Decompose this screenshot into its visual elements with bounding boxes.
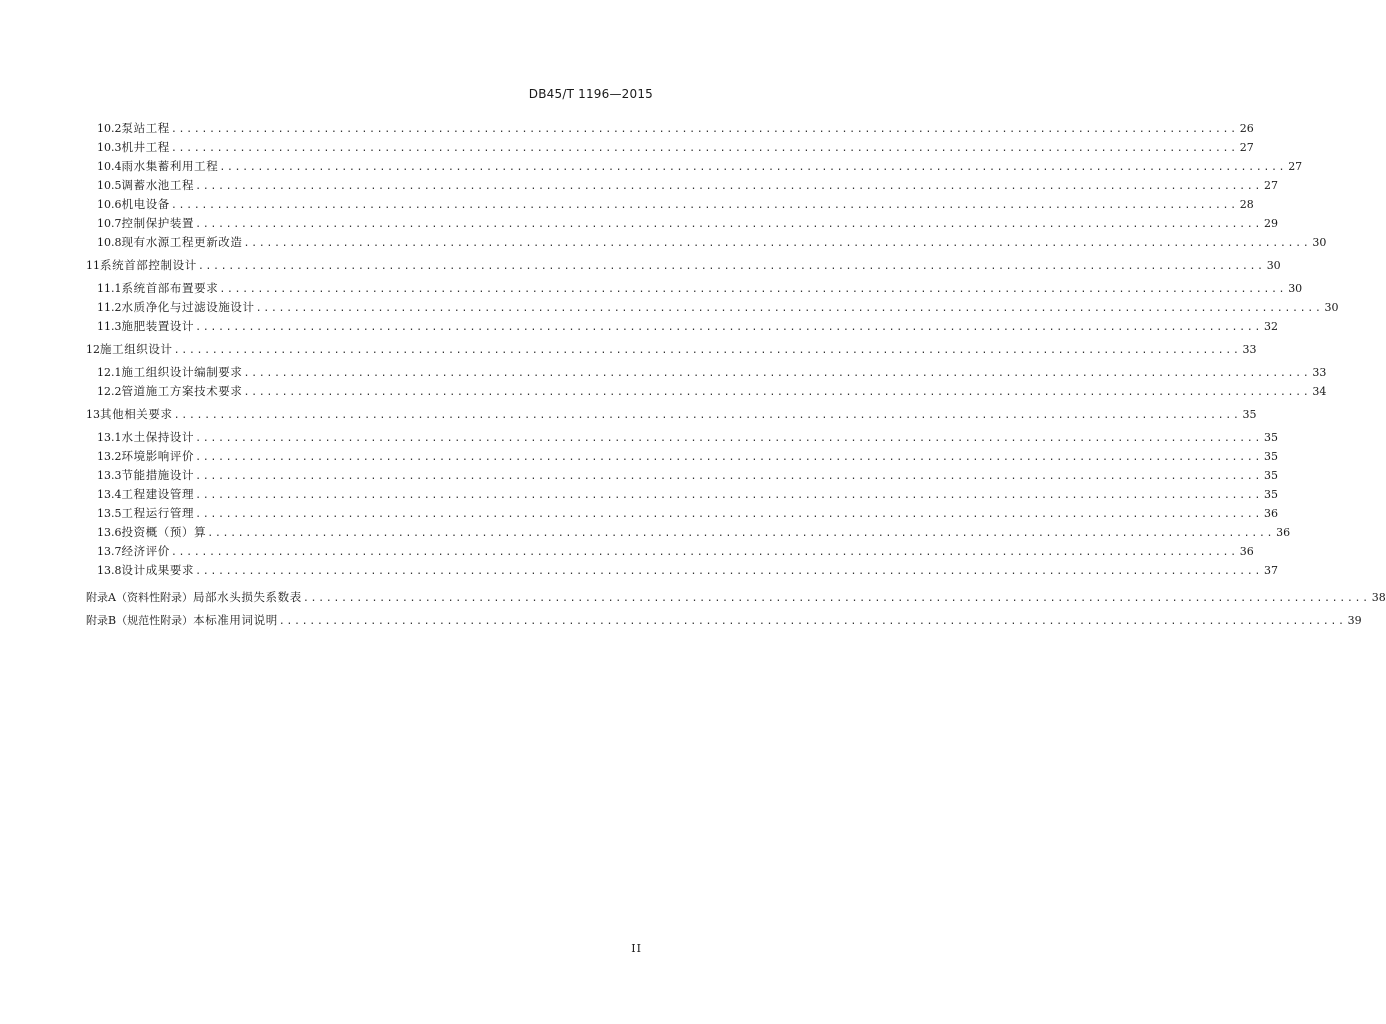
- toc-entry-page: 28: [1239, 198, 1254, 211]
- toc-entry: [97, 467, 1278, 487]
- toc-entry: [97, 280, 1303, 300]
- toc-entry-number: 12: [86, 343, 100, 356]
- toc-dot-leader: ............................................................................................................................................: [170, 143, 1238, 154]
- toc-entry-title: 雨水集蓄利用工程: [121, 159, 219, 173]
- toc-entry-page: 30: [1266, 259, 1281, 272]
- toc-entry-number: 11.2: [97, 301, 122, 314]
- toc-entry-number: 12.1: [97, 366, 122, 379]
- toc-entry-number: 12.2: [97, 385, 122, 398]
- toc-entry-page: 29: [1263, 217, 1278, 230]
- toc-entry-title: 水质净化与过滤设施设计: [121, 300, 255, 314]
- toc-dot-leader: ............................................................................................................................................: [243, 387, 1311, 398]
- toc-entry-title: 泵站工程: [121, 121, 170, 135]
- toc-entry-number: 10.4: [97, 160, 122, 173]
- document-code: DB45/T 1196—2015: [528, 87, 653, 101]
- toc-dot-leader: ............................................................................................................................................: [219, 284, 1287, 295]
- toc-entry-page: 30: [1324, 301, 1339, 314]
- toc-entry-title: 经济评价: [121, 544, 170, 558]
- toc-dot-leader: ............................................................................................................................................: [195, 322, 1262, 333]
- toc-entry-page: 30: [1288, 282, 1303, 295]
- toc-entry: [86, 406, 1257, 426]
- toc-entry: [97, 448, 1278, 468]
- toc-entry: [97, 196, 1254, 216]
- toc-entry-title: 管道施工方案技术要求: [121, 384, 243, 398]
- toc-dot-leader: ............................................................................................................................................: [173, 345, 1241, 356]
- toc-entry-number: 13.2: [97, 450, 122, 463]
- toc-entry: [97, 177, 1278, 197]
- toc-entry-page: 35: [1263, 469, 1278, 482]
- toc-dot-leader: ............................................................................................................................................: [195, 181, 1262, 192]
- toc-entry-page: 35: [1263, 431, 1278, 444]
- toc-entry: [97, 299, 1339, 319]
- toc-entry-number: 13.3: [97, 469, 122, 482]
- toc-entry-number: 10.2: [97, 122, 122, 135]
- toc-dot-leader: ............................................................................................................................................: [170, 200, 1238, 211]
- toc-dot-leader: ............................................................................................................................................: [195, 452, 1262, 463]
- toc-entry: [97, 364, 1327, 384]
- toc-entry-number: 10.6: [97, 198, 122, 211]
- toc-dot-leader: ............................................................................................................................................: [302, 593, 1370, 604]
- toc-dot-leader: ............................................................................................................................................: [219, 162, 1287, 173]
- toc-entry-title: 系统首部布置要求: [121, 281, 219, 295]
- toc-entry: [86, 341, 1257, 361]
- toc-entry-number: 13.1: [97, 431, 122, 444]
- toc-entry: [97, 139, 1254, 159]
- toc-dot-leader: ............................................................................................................................................: [170, 124, 1238, 135]
- toc-entry-title: 控制保护装置: [121, 216, 195, 230]
- toc-entry-title: 机井工程: [121, 140, 170, 154]
- toc-entry-title: 系统首部控制设计: [100, 258, 197, 272]
- toc-entry-number: 附录A（资料性附录）: [86, 591, 193, 604]
- toc-dot-leader: ............................................................................................................................................: [243, 368, 1311, 379]
- toc-dot-leader: ............................................................................................................................................: [195, 471, 1262, 482]
- toc-entry-title: 其他相关要求: [100, 407, 173, 421]
- toc-entry-title: 施肥装置设计: [121, 319, 195, 333]
- toc-entry-title: 水土保持设计: [121, 430, 195, 444]
- toc-entry-title: 投资概（预）算: [121, 525, 207, 539]
- toc-entry-page: 27: [1288, 160, 1303, 173]
- toc-dot-leader: ............................................................................................................................................: [173, 410, 1241, 421]
- toc-entry-page: 27: [1263, 179, 1278, 192]
- toc-entry: [86, 612, 1362, 632]
- toc-entry-title: 现有水源工程更新改造: [121, 235, 243, 249]
- toc-entry-page: 30: [1312, 236, 1327, 249]
- toc-entry-page: 27: [1239, 141, 1254, 154]
- toc-entry: [97, 543, 1254, 563]
- toc-dot-leader: ............................................................................................................................................: [197, 261, 1265, 272]
- toc-entry-number: 10.8: [97, 236, 122, 249]
- toc-entry-number: 10.7: [97, 217, 122, 230]
- toc-entry: [97, 318, 1278, 338]
- toc-entry-page: 32: [1263, 320, 1278, 333]
- toc-entry-title: 调蓄水池工程: [121, 178, 195, 192]
- toc-entry-number: 13.4: [97, 488, 122, 501]
- toc-entry-title: 局部水头损失系数表: [192, 590, 302, 604]
- toc-entry-title: 施工组织设计: [100, 342, 173, 356]
- toc-entry-number: 11.3: [97, 320, 122, 333]
- toc-entry-page: 36: [1263, 507, 1278, 520]
- toc-entry: [97, 120, 1254, 140]
- toc-entry-number: 13.6: [97, 526, 122, 539]
- toc-entry-number: 10.5: [97, 179, 122, 192]
- toc-dot-leader: ............................................................................................................................................: [195, 566, 1262, 577]
- toc-entry: [97, 383, 1327, 403]
- toc-entry-number: 附录B（规范性附录）: [86, 614, 194, 627]
- toc-entry-title: 机电设备: [121, 197, 170, 211]
- toc-entry: [86, 589, 1386, 609]
- toc-entry-page: 39: [1347, 614, 1362, 627]
- toc-entry-page: 33: [1242, 343, 1257, 356]
- toc-entry-page: 33: [1312, 366, 1327, 379]
- toc-entry-number: 13: [86, 408, 100, 421]
- toc-entry-number: 13.7: [97, 545, 122, 558]
- toc-dot-leader: ............................................................................................................................................: [195, 509, 1262, 520]
- toc-entry-title: 环境影响评价: [121, 449, 195, 463]
- toc-dot-leader: ............................................................................................................................................: [195, 490, 1262, 501]
- toc-entry-number: 11: [86, 259, 100, 272]
- toc-entry-page: 35: [1263, 488, 1278, 501]
- toc-entry: [97, 486, 1278, 506]
- toc-entry-title: 施工组织设计编制要求: [121, 365, 243, 379]
- toc-dot-leader: ............................................................................................................................................: [195, 219, 1262, 230]
- toc-entry-title: 工程建设管理: [121, 487, 195, 501]
- toc-entry: [97, 524, 1291, 544]
- toc-entry-page: 35: [1263, 450, 1278, 463]
- toc-entry-number: 11.1: [97, 282, 122, 295]
- toc-entry-title: 工程运行管理: [121, 506, 195, 520]
- toc-entry: [97, 215, 1278, 235]
- toc-entry-page: 36: [1239, 545, 1254, 558]
- toc-entry-page: 26: [1239, 122, 1254, 135]
- toc-entry-title: 设计成果要求: [121, 563, 195, 577]
- toc-entry: [97, 562, 1278, 582]
- toc-dot-leader: ............................................................................................................................................: [255, 303, 1323, 314]
- toc-entry: [97, 234, 1327, 254]
- toc-entry-page: 38: [1371, 591, 1386, 604]
- toc-entry-title: 节能措施设计: [121, 468, 195, 482]
- toc-entry-number: 13.8: [97, 564, 122, 577]
- toc-entry-page: 36: [1276, 526, 1291, 539]
- toc-entry: [97, 429, 1278, 449]
- toc-entry-number: 10.3: [97, 141, 122, 154]
- page-number: II: [631, 942, 642, 955]
- toc-dot-leader: ............................................................................................................................................: [278, 616, 1346, 627]
- toc-entry: [86, 257, 1281, 277]
- toc-dot-leader: ............................................................................................................................................: [195, 433, 1262, 444]
- toc-dot-leader: ............................................................................................................................................: [243, 238, 1311, 249]
- toc-entry: [97, 158, 1303, 178]
- toc-entry: [97, 505, 1278, 525]
- toc-entry-page: 34: [1312, 385, 1327, 398]
- toc-entry-number: 13.5: [97, 507, 122, 520]
- toc-entry-title: 本标准用词说明: [193, 613, 278, 627]
- toc-entry-page: 35: [1242, 408, 1257, 421]
- toc-entry-page: 37: [1263, 564, 1278, 577]
- toc-dot-leader: ............................................................................................................................................: [207, 528, 1275, 539]
- toc-dot-leader: ............................................................................................................................................: [170, 547, 1238, 558]
